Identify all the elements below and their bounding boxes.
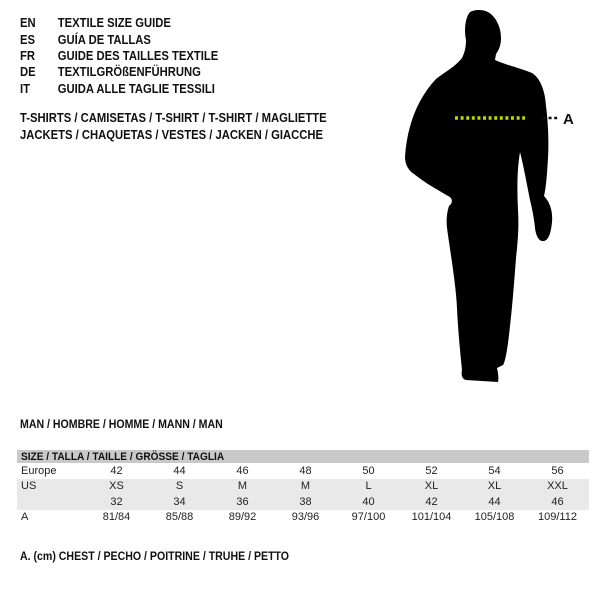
table-row-europe [17,463,589,479]
size-cell: 93/96 [291,511,320,524]
language-code: IT [20,81,30,96]
size-cell: 81/84 [102,511,131,524]
language-row-de [20,64,218,80]
size-cell: 105/108 [474,511,515,524]
size-cell: 38 [299,495,312,508]
language-row-fr [20,48,218,64]
row-label: US [21,480,37,493]
size-cell: 97/100 [351,511,386,524]
size-cell: 34 [173,495,186,508]
size-cell: 44 [173,464,186,477]
language-row-it [20,81,218,97]
size-cell: 56 [551,464,564,477]
size-cell: 48 [299,464,312,477]
size-cell: 85/88 [165,511,194,524]
size-table [17,450,589,525]
language-title: TEXTILE SIZE GUIDE [57,16,171,31]
language-title: GUIDE DES TAILLES TEXTILE [57,48,219,63]
size-cell: 101/104 [411,511,452,524]
category-line-tshirts: T-SHIRTS / CAMISETAS / T-SHIRT / T-SHIRT / MAGLIETTE [20,111,327,126]
row-label: Europe [21,464,57,477]
size-cell: 50 [362,464,375,477]
size-cell: XL [424,480,439,493]
category-line-jackets: JACKETS / CHAQUETAS / VESTES / JACKEN / GIACCHE [20,127,323,142]
size-cell: L [365,480,372,493]
footnote-chest: A. (cm) CHEST / PECHO / POITRINE / TRUHE / PETTO [20,551,290,563]
size-cell: 89/92 [228,511,257,524]
language-code: FR [20,48,36,63]
size-table-header-label: SIZE / TALLA / TAILLE / GRÖSSE / TAGLIA [21,450,225,463]
table-row-us-letters [17,479,589,495]
size-cell: 32 [110,495,123,508]
language-row-en [20,15,218,31]
size-cell: 42 [425,495,438,508]
language-code: DE [20,65,36,80]
size-cell: 46 [236,464,249,477]
language-title: GUIDA ALLE TAGLIE TESSILI [57,81,215,96]
language-title: GUÍA DE TALLAS [57,32,151,47]
table-row-us-numbers [17,494,589,510]
man-figure [400,0,580,400]
size-cell: M [237,480,248,493]
size-cell: 36 [236,495,249,508]
language-code: EN [20,16,36,31]
size-cell: XS [109,480,124,493]
language-row-es [20,31,218,47]
size-cell: M [300,480,311,493]
language-code: ES [20,32,36,47]
size-cell: 109/112 [538,511,577,524]
size-cell: S [175,480,184,493]
table-row-a-chest [17,510,589,526]
size-cell: 40 [362,495,375,508]
size-table-header [17,450,589,463]
category-block [20,110,361,143]
language-title: TEXTILGRÖßENFÜHRUNG [57,65,201,80]
language-list [20,15,240,97]
size-cell: 52 [425,464,438,477]
size-cell: 46 [551,495,564,508]
size-cell: 44 [488,495,501,508]
section-title-man: MAN / HOMBRE / HOMME / MANN / MAN [20,419,223,431]
measure-label-a: A [563,111,574,128]
size-cell: 54 [488,464,501,477]
size-cell: XXL [547,480,568,493]
man-silhouette [405,10,552,382]
size-cell: XL [487,480,502,493]
size-cell: 42 [110,464,123,477]
row-label: A [21,511,29,524]
